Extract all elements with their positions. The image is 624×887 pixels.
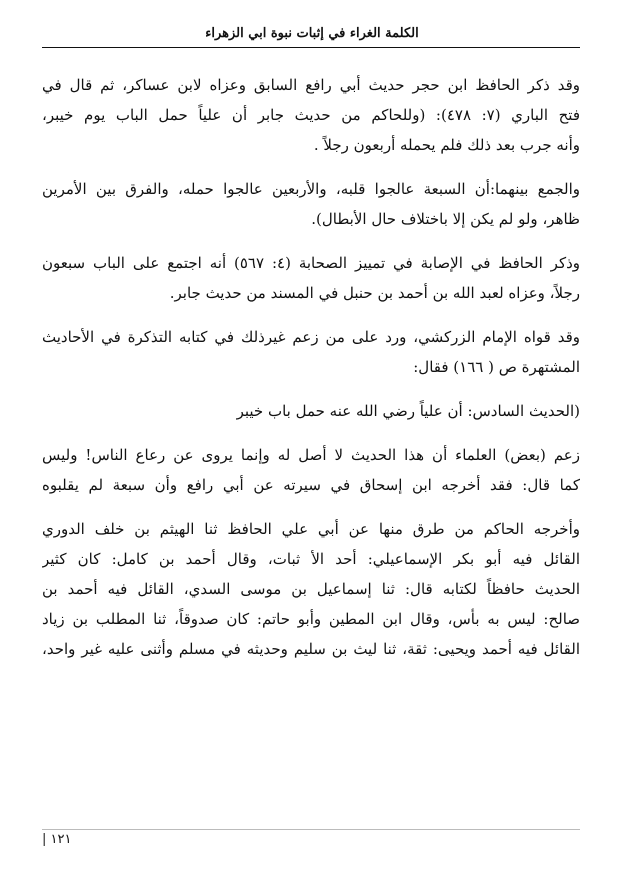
header-divider xyxy=(42,47,580,48)
paragraph xyxy=(42,70,580,160)
text-line: وقد قواه الإمام الزركشي، ورد على من زعم غيرذلك في كتابه التذكرة في الأحاديث xyxy=(42,328,580,346)
paragraph xyxy=(42,322,580,382)
footer-divider xyxy=(42,829,580,830)
text-line: كما قال: فقد أخرجه ابن إسحاق في سيرته عن أبي رافع وأن سبعة لم يقلبوه xyxy=(42,476,580,494)
text-line: القائل فيه أحمد ويحيى: ثقة، ثنا ليث بن سليم وحديثه في مسلم وأثنى عليه غير واحد، xyxy=(42,640,580,658)
text-line: (الحديث السادس: أن علياً رضي الله عنه حمل باب خيبر xyxy=(236,402,580,420)
page-body xyxy=(42,70,580,664)
page-number: ١٢١ | xyxy=(42,832,72,847)
text-line: والجمع بينهما:أن السبعة عالجوا قلبه، والأربعين عالجوا حمله، والفرق بين الأمرين xyxy=(42,180,580,198)
text-line: وأنه جرب بعد ذلك فلم يحمله أربعون رجلاً . xyxy=(313,136,580,154)
paragraph xyxy=(42,248,580,308)
quote-heading xyxy=(42,396,580,426)
text-line: المشتهرة ص ( ١٦٦) فقال: xyxy=(413,358,580,376)
text-line: وذكر الحافظ في الإصابة في تمييز الصحابة (٤: ٥٦٧) أنه اجتمع على الباب سبعون xyxy=(42,254,580,272)
text-line: زعم (بعض) العلماء أن هذا الحديث لا أصل له وإنما يروى عن رعاع الناس! وليس xyxy=(42,446,580,464)
paragraph xyxy=(42,174,580,234)
text-line: فتح الباري (٧: ٤٧٨): (وللحاكم من حديث جابر أن علياً حمل الباب يوم خيبر، xyxy=(42,106,580,124)
text-line: ظاهر، ولو لم يكن إلا باختلاف حال الأبطال). xyxy=(311,210,580,228)
text-line: وقد ذكر الحافظ ابن حجر حديث أبي رافع السابق وعزاه لابن عساكر، ثم قال في xyxy=(42,76,580,94)
text-line: القائل فيه أبو بكر الإسماعيلي: أحد الأ ثبات، وقال أحمد بن كامل: كان كثير xyxy=(42,550,580,568)
running-header-title: الكلمة الغراء في إثبات نبوة ابي الزهراء xyxy=(205,26,419,41)
paragraph xyxy=(42,440,580,500)
text-line: وأخرجه الحاكم من طرق منها عن أبي علي الحافظ ثنا الهيثم بن خلف الدوري xyxy=(42,520,580,538)
text-line: رجلاً، وعزاه لعبد الله بن أحمد بن حنبل في المسند من حديث جابر. xyxy=(169,284,580,302)
text-line: الحديث حافظاً لكتابه قال: ثنا إسماعيل بن موسى السدي، القائل فيه أحمد بن xyxy=(42,580,580,598)
paragraph xyxy=(42,514,580,664)
text-line: صالح: ليس به بأس، وقال ابن المطين وأبو حاتم: كان صدوقاً، ثنا المطلب بن زياد xyxy=(42,610,580,628)
